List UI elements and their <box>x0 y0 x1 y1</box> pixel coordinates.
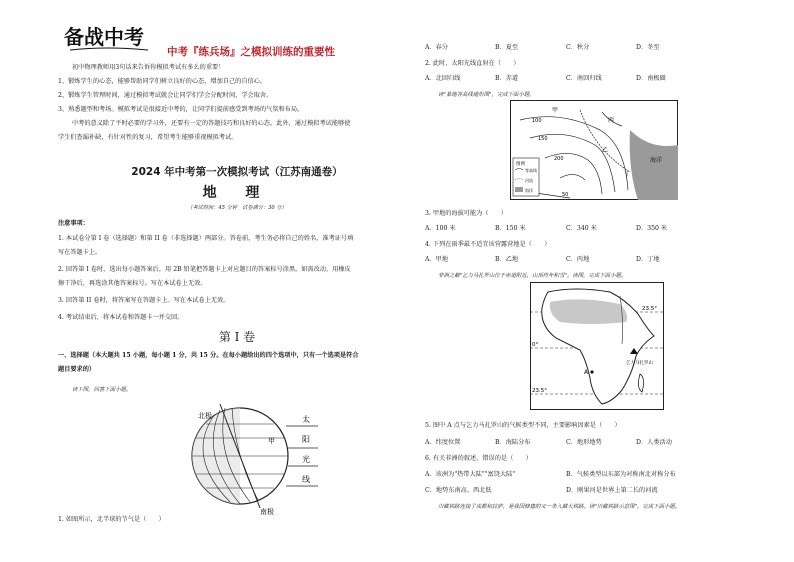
q5-option-d: D．人类活动 <box>636 439 672 446</box>
south-pole-label: 南极 <box>260 508 274 516</box>
contour-value-200: 200 <box>554 156 564 162</box>
section-heading-b: 题目要求的） <box>58 366 96 373</box>
q3-option-b: B．150 米 <box>495 225 526 232</box>
sun-char-2: 阳 <box>302 435 310 444</box>
exam-subject: 地 理 <box>202 185 272 201</box>
africa-map <box>530 282 664 410</box>
question-1: 1. 如图所示，北半球的节气是（ ） <box>58 516 165 523</box>
sun-char-4: 线 <box>302 475 310 484</box>
q1-option-c: C．秋分 <box>566 44 590 51</box>
q5-option-a: A．纬度位置 <box>425 439 461 446</box>
q5-option-b: B．海陆分布 <box>495 439 531 446</box>
railway-intro: 川藏铁路连接了成都和拉萨，是我国修建的又一条入藏大铁路。读"川藏铁路示意图"，完成下面小题。 <box>438 504 681 510</box>
intro-lead: 初中物理教师用3句话来告诉你模拟考试有多么的重要！ <box>72 64 225 71</box>
contour-value-100: 100 <box>532 118 542 124</box>
legend-river: 河流 <box>525 178 533 183</box>
q4-option-b: B．乙地 <box>495 256 519 263</box>
contour-label-jia: 甲 <box>552 107 559 114</box>
intro-closing-1: 中考的意义除了平时必要的学习外，还要有一定的答题技巧和良好的心态。此外，通过模拟考试能够使 <box>72 120 351 127</box>
q3-option-d: D．350 米 <box>636 225 668 232</box>
intro-point-2: 2、锻炼学生管理时间，通过模拟考试就会让同学们学会分配时间，学会取舍。 <box>58 92 273 99</box>
q4-option-c: C．丙地 <box>566 256 590 263</box>
legend-contour: 等高线 <box>525 168 537 173</box>
q6-option-a: A．该洲为"热带大陆""富饶大陆" <box>425 471 516 478</box>
intro-closing-2: 学生们查漏补缺，有针对性的复习，希望考生能够重视模拟考试。 <box>58 134 238 141</box>
note-1a: 1. 本试卷分第 I 卷（选择题）和第 II 卷（非选择题）两部分。答卷前，考生务必将自己的姓名、准考证号填 <box>58 235 354 242</box>
contour-label-yi: 乙 <box>602 147 609 154</box>
question-3: 3. 甲地的海拔可能为（ ） <box>425 210 508 217</box>
legend-sea: 海洋 <box>525 188 533 193</box>
africa-lat-equator: 0° <box>532 342 539 348</box>
note-3: 3. 回答第 II 卷时，将答案写在答题卡上。写在本试卷上无效。 <box>58 297 230 304</box>
note-4: 4. 考试结束后，将本试卷和答题卡一并交回。 <box>58 314 184 321</box>
q3-option-c: C．340 米 <box>566 225 597 232</box>
note-2a: 2. 回答第 I 卷时，选出每小题答案后，用 2B 铅笔把答题卡上对应题目的答案标号涂黑。如需改动，用橡皮 <box>58 266 351 273</box>
question-6: 6. 有关非洲的叙述，错误的是（ ） <box>425 455 532 462</box>
africa-point-a: A <box>584 369 589 376</box>
logo-text: 备战中考 <box>64 25 144 49</box>
intro-point-1: 1、锻炼学生的心态，能够帮助同学们树立良好的心态，增加自己的自信心。 <box>58 78 267 85</box>
q2-option-a: A．北回归线 <box>425 75 461 82</box>
read-map-instruction: 读"某地等高线地形图"，完成下面小题。 <box>438 92 535 98</box>
africa-lat-south: 23.5° <box>532 388 547 394</box>
q1-option-d: D．冬至 <box>636 44 660 51</box>
intro-point-3: 3、熟悉题型和考场。模拟考试是很接近中考的，让同学们提前感受到考场的气氛和布局。 <box>58 106 304 113</box>
north-pole-label: 北极 <box>198 412 212 420</box>
contour-label-bing: 丙 <box>608 117 615 124</box>
contour-label-sea: 海洋 <box>650 157 663 164</box>
question-2: 2. 此时，太阳光线直射在（ ） <box>425 60 520 67</box>
kilimanjaro-label: 乞力马扎罗山 <box>626 361 653 366</box>
q2-option-b: B．赤道 <box>495 75 519 82</box>
contour-label-ding: 丁 <box>624 171 631 178</box>
q5-option-c: C．地形地势 <box>566 439 602 446</box>
question-5: 5. 图中 A 点与乞力马扎罗山的气候类型不同，主要影响因素是（ ） <box>425 422 621 429</box>
sun-char-3: 光 <box>302 455 310 464</box>
q6-option-d: D．刚果河是世界上第二长的河流 <box>566 487 658 494</box>
q6-option-b: B．气候类型以东部为对称南北对称分布 <box>566 471 676 478</box>
part-heading: 第 I 卷 <box>218 330 256 344</box>
header-title: 中考『练兵场』之模拟训练的重要性 <box>167 46 335 58</box>
logo <box>62 20 152 54</box>
exam-title: 2024 年中考第一次模拟考试（江苏南通卷） <box>131 166 343 178</box>
exam-meta: （考试时间：45 分钟 试卷满分：30 分） <box>187 205 287 211</box>
jia-label: 甲 <box>268 437 275 445</box>
question-4: 4. 下列在雨季最不适宜该营露营地是（ ） <box>425 241 551 248</box>
africa-lat-north: 23.5° <box>642 306 657 312</box>
q4-option-d: D．丁地 <box>636 256 660 263</box>
q3-option-a: A．100 米 <box>425 225 456 232</box>
legend-title: 图例 <box>516 162 525 167</box>
contour-value-50: 50 <box>562 192 569 198</box>
q2-option-d: D．南极圈 <box>636 75 666 82</box>
read-figure-instruction: 读下图，回答下面小题。 <box>72 387 132 393</box>
q2-option-c: C．南回归线 <box>566 75 602 82</box>
q4-option-a: A．甲地 <box>425 256 449 263</box>
note-1b: 写在答题卡上。 <box>58 249 102 256</box>
contour-map <box>510 100 678 200</box>
globe-figure <box>180 396 320 518</box>
q1-option-a: A．春分 <box>425 44 449 51</box>
q1-option-b: B．夏至 <box>495 44 519 51</box>
contour-value-150: 150 <box>538 136 548 142</box>
notes-heading: 注意事项： <box>58 220 89 227</box>
note-2b: 擦干净后，再选涂其他答案标号。写在本试卷上无效。 <box>58 280 207 287</box>
sun-char-1: 太 <box>302 415 310 424</box>
section-heading-a: 一、选择题（本大题共 15 小题，每小题 1 分，共 15 分。在每小题给出的四个选项中，只有一个选项是符合 <box>58 352 359 359</box>
q6-option-c: C．地势东南高、西北低 <box>425 487 492 494</box>
africa-intro: 非洲之巅"乞力马扎罗山位于赤道附近，山顶终年积雪"。读图，完成下面小题。 <box>438 273 627 279</box>
